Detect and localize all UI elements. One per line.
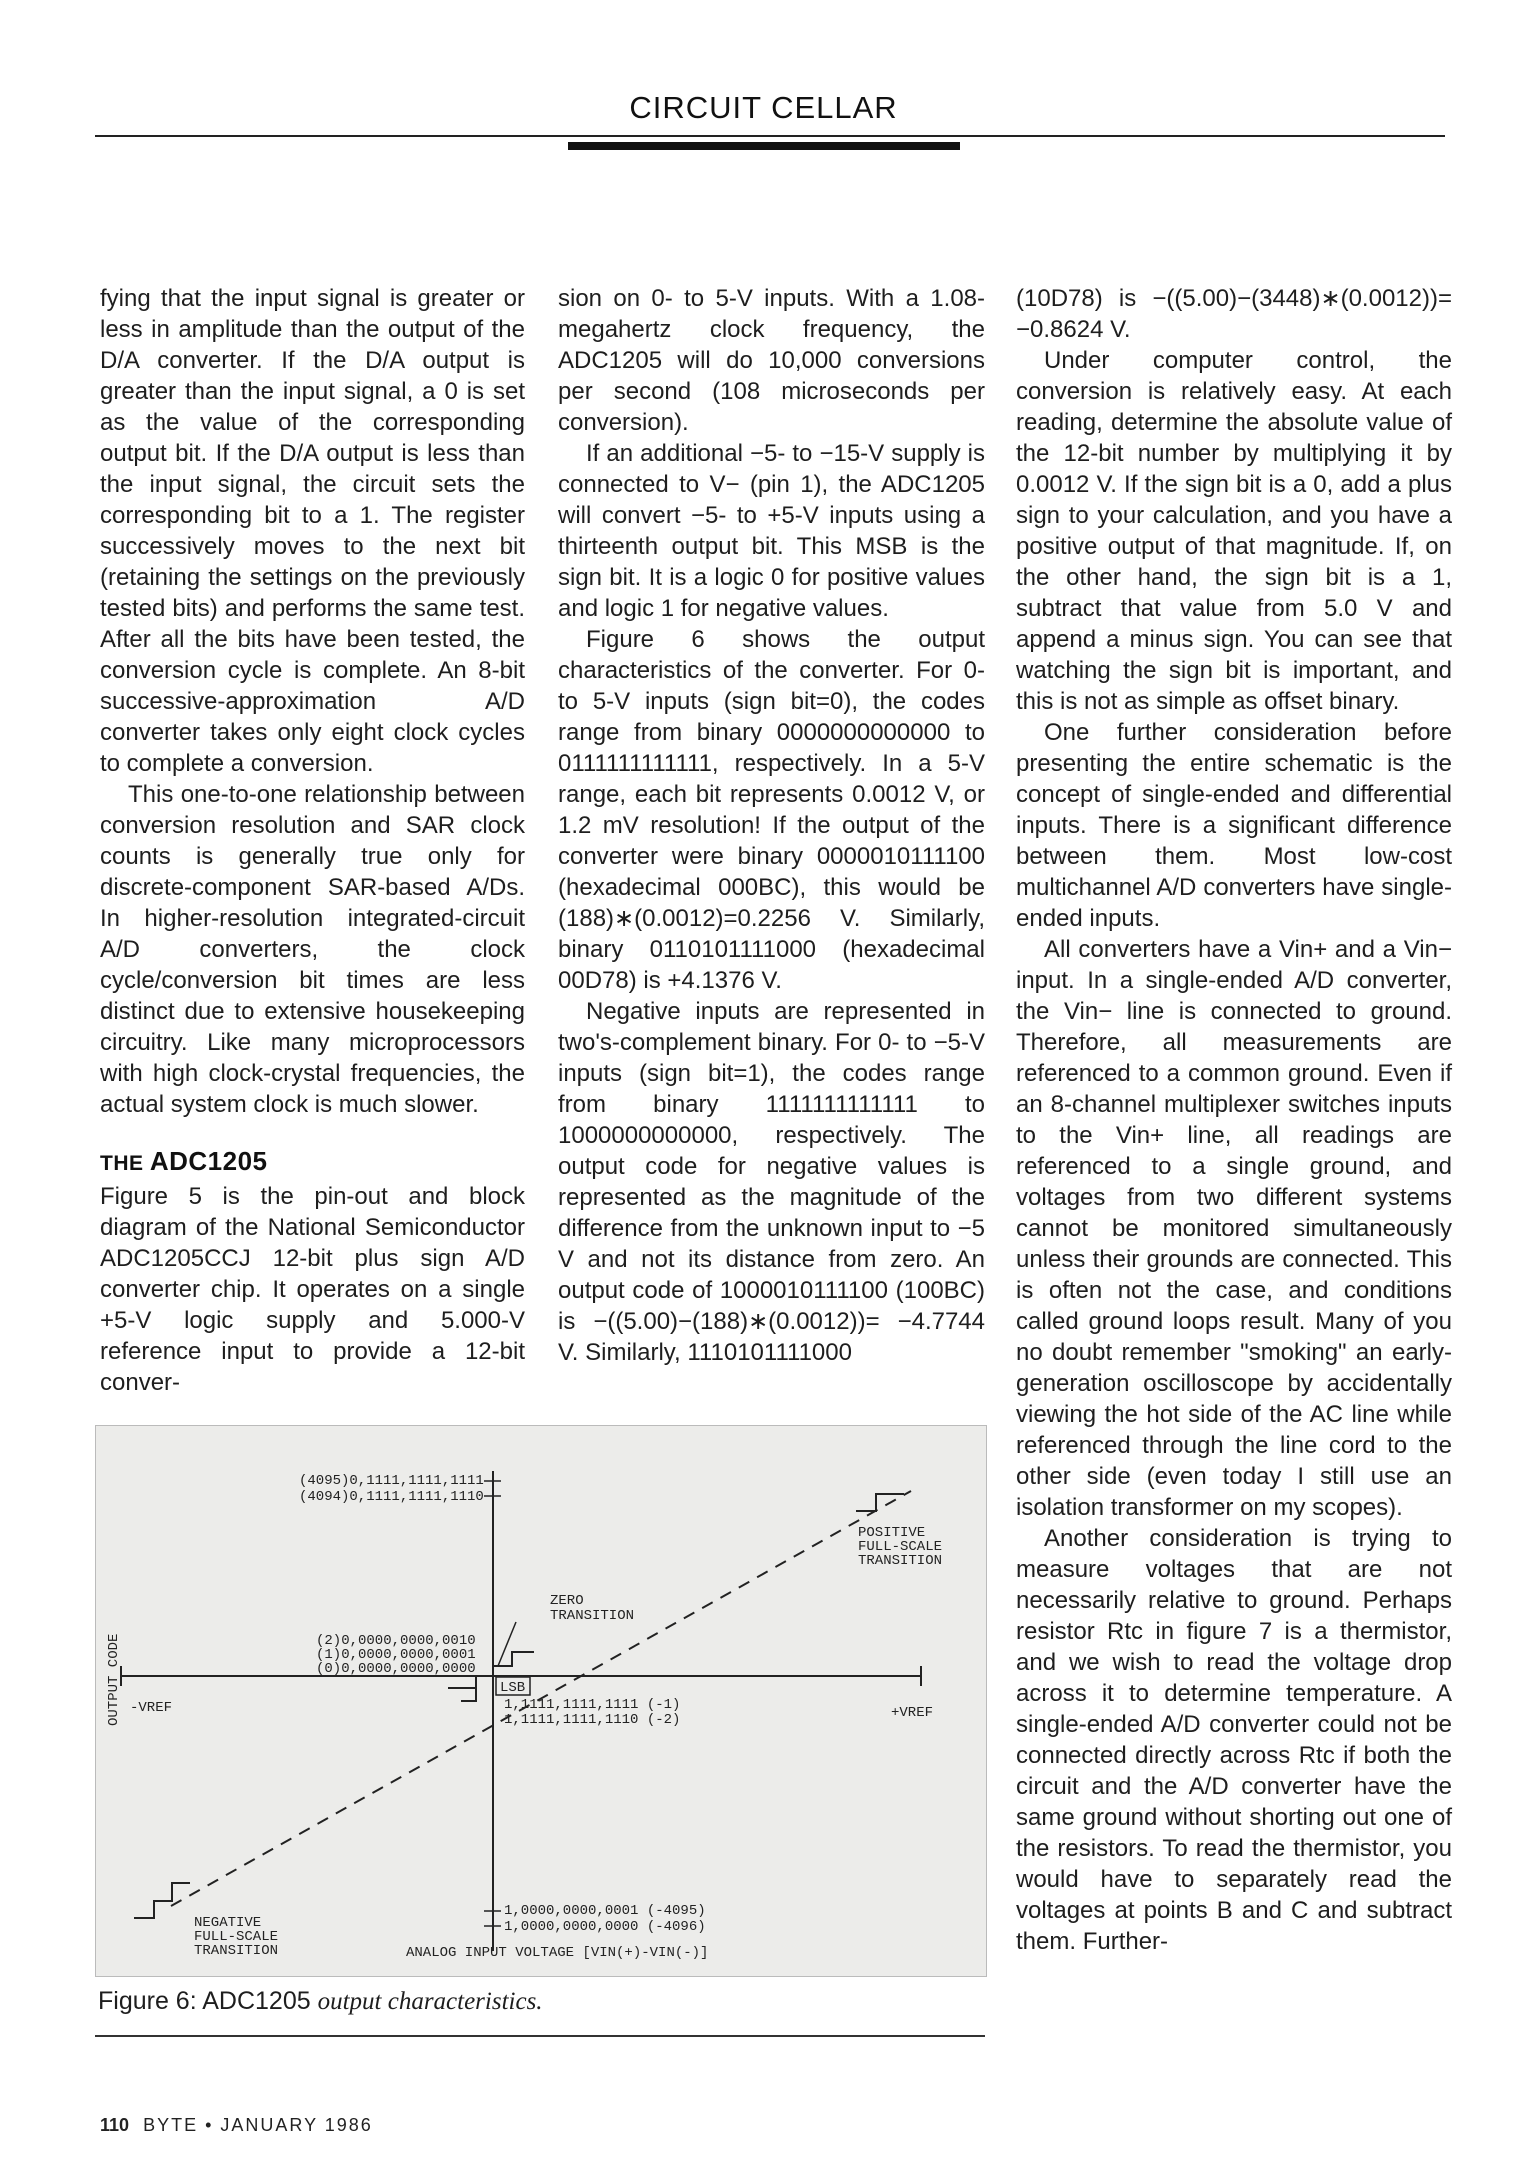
caption-italic: output characteristics.	[317, 1988, 543, 2015]
page-number: 110	[100, 2115, 130, 2135]
transfer-function-diagram	[96, 1426, 986, 1976]
top-code-label: (4094)0,1111,1111,1110	[299, 1489, 484, 1505]
negative-transition-label: TRANSITION	[194, 1943, 279, 1959]
zero-transition-label: TRANSITION	[550, 1608, 635, 1624]
header-rule	[95, 135, 1445, 137]
bottom-code-label: 1,0000,0000,0001 (-4095)	[504, 1903, 706, 1919]
negative-transition-label: FULL-SCALE	[194, 1929, 279, 1945]
positive-steps	[856, 1494, 904, 1511]
section-heading	[100, 1146, 525, 1179]
positive-transition-label: POSITIVE	[858, 1525, 926, 1541]
paragraph: All converters have a Vin+ and a Vin− input. In a single-ended A/D converter, the Vin− line is connected to ground. Therefore, all measurements are referenced to a common ground. Even if an 8-channel multiplexer switches inputs to the Vin+ line, all readings are referenced to a single ground, and voltages from two different systems cannot be monitored simultaneously unless their grounds are connected. This is often not the case, and conditions called ground loops result. Many of you no doubt remember "smoking" an early-generation oscilloscope by accidentally viewing the hot side of the AC line while referenced through the line cord to the other side (even today I still use an isolation transformer on my scopes).	[1016, 936, 1452, 1521]
paragraph: Figure 5 is the pin-out and block diagram of the National Semiconductor ADC1205CCJ 12-bit plus sign A/D converter chip. It operates on a single +5-V logic supply and 5.000-V reference input to provide a 12-bit conver-	[100, 1183, 525, 1396]
text-column-3	[1016, 283, 1452, 1957]
positive-code-label: (1)0,0000,0000,0001	[316, 1647, 476, 1663]
bottom-code-label: 1,0000,0000,0000 (-4096)	[504, 1919, 706, 1935]
positive-code-label: (2)0,0000,0000,0010	[316, 1633, 476, 1649]
zero-transition-label: ZERO	[550, 1593, 584, 1609]
page-footer	[100, 2115, 373, 2136]
positive-transition-label: FULL-SCALE	[858, 1539, 943, 1555]
lsb-label: LSB	[500, 1680, 526, 1696]
negative-code-label: 1,1111,1111,1111 (-1)	[504, 1697, 681, 1713]
paragraph: sion on 0- to 5-V inputs. With a 1.08-megahertz clock frequency, the ADC1205 will do 10,000 conversions per second (108 microseconds per conversion).	[558, 285, 985, 436]
publication-line: BYTE • JANUARY 1986	[143, 2115, 373, 2135]
zero-transition-pointer	[498, 1622, 516, 1666]
paragraph: Figure 6 shows the output characteristics of the converter. For 0- to 5-V inputs (sign bit=0), the codes range from binary 0000000000000 to 0111111111111, respectively. In a 5-V range, each bit represents 0.0012 V, or 1.2 mV resolution! If the output of the converter were binary 0000010111100 (hexadecimal 000BC), this would be (188)∗(0.0012)=0.2256 V. Similarly, binary 0110101111000 (hexadecimal 00D78) is +4.1376 V.	[558, 626, 985, 994]
top-code-label: (4095)0,1111,1111,1111	[299, 1473, 484, 1489]
neg-vref-label: -VREF	[130, 1700, 173, 1716]
paragraph: Negative inputs are represented in two's-complement binary. For 0- to −5-V inputs (sign bit=1), the codes range from binary 1111111111111 to 1000000000000, respectively. The output code for negative values is represented as the magnitude of the difference from the unknown input to −5 V and not its distance from zero. An output code of 1000010111100 (100BC) is −((5.00)−(188)∗(0.0012))= −4.7744 V. Similarly, 1110101111000	[558, 998, 985, 1366]
figure-caption	[98, 1987, 543, 2016]
negative-transition-label: NEGATIVE	[194, 1915, 262, 1931]
paragraph: This one-to-one relationship between conversion resolution and SAR clock counts is generally true only for discrete-component SAR-based A/Ds. In higher-resolution integrated-circuit A/D converters, the clock cycle/conversion bit times are less distinct due to extensive housekeeping circuitry. Like many microprocessors with high clock-crystal frequencies, the actual system clock is much slower.	[100, 781, 525, 1118]
section-heading-text: ADC1205	[149, 1146, 268, 1176]
y-axis-label: OUTPUT CODE	[106, 1633, 122, 1726]
text-column-2	[558, 283, 985, 1368]
section-heading-lead: THE	[100, 1152, 150, 1175]
caption-label: Figure 6: ADC1205	[98, 1987, 318, 2015]
header-bar	[568, 142, 960, 150]
paragraph: Under computer control, the conversion is relatively easy. At each reading, determine the absolute value of the 12-bit number by multiplying it by 0.0012 V. If the sign bit is a 0, add a plus sign to your calculation, and you have a positive output of that magnitude. If, on the other hand, the sign bit is a 1, subtract that value from 5.0 V and append a minus sign. You can see that watching the sign bit is important, and this is not as simple as offset binary.	[1016, 347, 1452, 715]
caption-rule	[95, 2035, 985, 2037]
pos-vref-label: +VREF	[891, 1705, 934, 1721]
paragraph: If an additional −5- to −15-V supply is connected to V− (pin 1), the ADC1205 will convert −5- to +5-V inputs using a thirteenth output bit. This MSB is the sign bit. It is a logic 0 for positive values and logic 1 for negative values.	[558, 440, 985, 622]
paragraph: fying that the input signal is greater or less in amplitude than the output of the D/A converter. If the D/A output is greater than the input signal, a 0 is set as the value of the corresponding output bit. If the D/A output is less than the input signal, the circuit sets the corresponding bit to a 1. The register successively moves to the next bit (retaining the settings on the previously tested bits) and performs the same test. After all the bits have been tested, the conversion cycle is complete. An 8-bit successive-approximation A/D converter takes only eight clock cycles to complete a conversion.	[100, 285, 525, 777]
negative-steps	[448, 1688, 476, 1701]
positive-code-label: (0)0,0000,0000,0000	[316, 1661, 476, 1677]
paragraph: Another consideration is trying to measure voltages that are not necessarily relative to ground. Perhaps resistor Rtc in figure 7 is a thermistor, and we wish to read the voltage drop across it to determine temperature. A single-ended A/D converter could not be connected directly across Rtc if both the circuit and the A/D converter have the same ground without shorting out one of the resistors. To read the thermistor, you would have to separately read the voltages at points B and C and subtract them. Further-	[1016, 1525, 1452, 1955]
paragraph: (10D78) is −((5.00)−(3448)∗(0.0012))= −0.8624 V.	[1016, 285, 1452, 343]
x-axis-label: ANALOG INPUT VOLTAGE [VIN(+)-VIN(-)]	[406, 1945, 709, 1961]
negative-code-label: 1,1111,1111,1110 (-2)	[504, 1712, 681, 1728]
figure-6-diagram	[95, 1425, 987, 1977]
text-column-1	[100, 283, 525, 1398]
paragraph: One further consideration before presenting the entire schematic is the concept of single-ended and differential inputs. There is a significant difference between them. Most low-cost multichannel A/D converters have single-ended inputs.	[1016, 719, 1452, 932]
positive-transition-label: TRANSITION	[858, 1553, 943, 1569]
running-header: CIRCUIT CELLAR	[629, 90, 898, 125]
